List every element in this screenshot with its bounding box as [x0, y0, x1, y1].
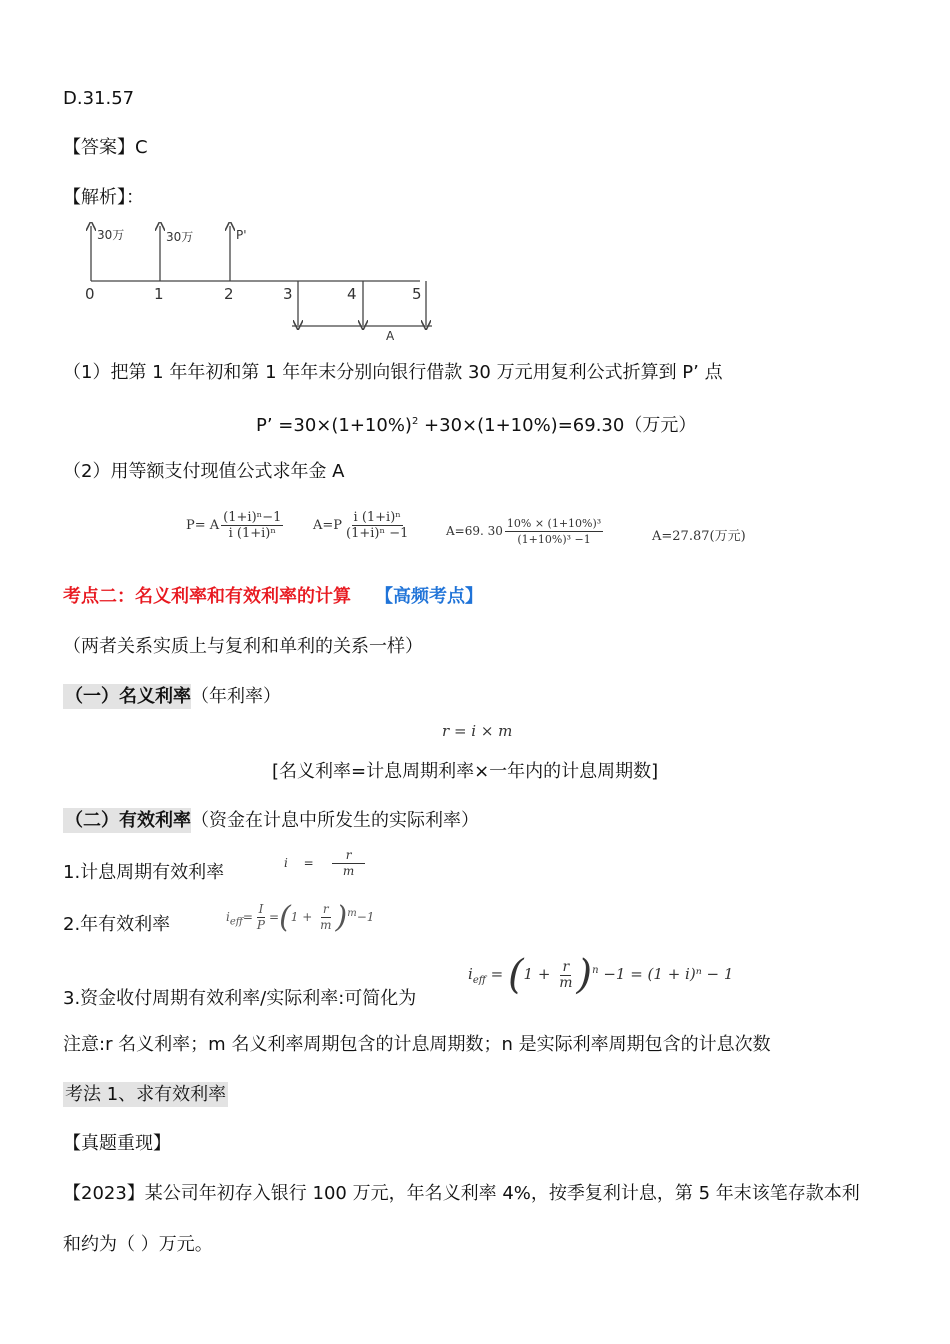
effective-heading-row: （二）有效利率（资金在计息中所发生的实际利率）	[65, 810, 479, 831]
period-label-4: 4	[347, 285, 357, 303]
option-d: D.31.57	[63, 88, 135, 109]
cash-flow-diagram	[80, 222, 440, 344]
real-exam-label: 【真题重现】	[63, 1133, 171, 1154]
inflow-label-2: P'	[236, 228, 247, 242]
period-label-1: 1	[154, 285, 164, 303]
inflow-label-1: 30万	[166, 230, 194, 244]
answer-label: 【答案】C	[63, 137, 148, 158]
step2-text: （2）用等额支付现值公式求年金 A	[63, 461, 345, 482]
effective-formula-2: $i_{eff}=$ $\frac{I}{P}$ =(1 + $\frac{r}{m}$ )$^m$−1	[226, 900, 375, 935]
question-line-2: 和约为（ ）万元。	[63, 1234, 213, 1255]
nominal-desc: [名义利率=计息周期利率×一年内的计息周期数]	[272, 761, 659, 782]
nominal-formula: r = i × m	[442, 722, 513, 740]
effective-note: 注意:r 名义利率；m 名义利率周期包含的计息周期数；n 是实际利率周期包含的计息次数	[63, 1034, 771, 1055]
section2-title: 考点二：名义利率和有效利率的计算 【高频考点】	[63, 586, 483, 607]
step1-text: （1）把第 1 年年初和第 1 年年末分别向银行借款 30 万元用复利公式折算到 P’ 点	[63, 362, 723, 383]
period-label-3: 3	[283, 285, 293, 303]
step1-formula: P’ $=30\times(1+10\%)^2 +30\times(1+10\%)=69.30$（万元）	[256, 415, 697, 436]
nominal-heading-row: （一）名义利率（年利率）	[65, 686, 281, 707]
annuity-formula-2: A=P $\frac{\text{i (1+i)ⁿ}}{\text{(1+i)ⁿ −1}}$	[313, 510, 409, 541]
annuity-result: A=27.87(万元)	[652, 529, 746, 544]
period-label-5: 5	[412, 285, 422, 303]
effective-formula-3: $i_{eff} = (1$ + $\frac{r}{m}$ )$^n$ −1 = (1 + i)ⁿ − 1	[468, 952, 734, 998]
method1-heading: 考法 1、求有效利率	[65, 1084, 227, 1105]
annuity-formula-3: A=69. 30 $\frac{\text{10\% × (1+10\%)³}}{\text{(1+10\%)³ −1}}$	[446, 517, 602, 546]
analysis-label: 【解析】：	[63, 187, 144, 208]
inflow-label-0: 30万	[97, 228, 125, 242]
question-line-1: 【2023】某公司年初存入银行 100 万元，年名义利率 4%，按季复利计息，第 5 年末该笔存款本利	[63, 1183, 860, 1204]
effective-item3: 3.资金收付周期有效利率/实际利率:可简化为	[63, 988, 417, 1009]
period-label-0: 0	[85, 285, 95, 303]
effective-heading: （二）有效利率	[65, 810, 191, 831]
nominal-heading: （一）名义利率	[65, 686, 191, 707]
effective-item2: 2.年有效利率	[63, 914, 171, 935]
effective-item1: 1.计息周期有效利率	[63, 862, 225, 883]
section2-note: （两者关系实质上与复利和单利的关系一样）	[63, 636, 423, 657]
annuity-label: A	[386, 329, 395, 343]
period-label-2: 2	[224, 285, 234, 303]
effective-formula-1: i = $\frac{r}{m}$	[284, 848, 367, 879]
annuity-formula-1: P= A $\frac{\text{(1+i)ⁿ−1}}{\text{i (1+i)ⁿ}}$	[186, 510, 282, 541]
